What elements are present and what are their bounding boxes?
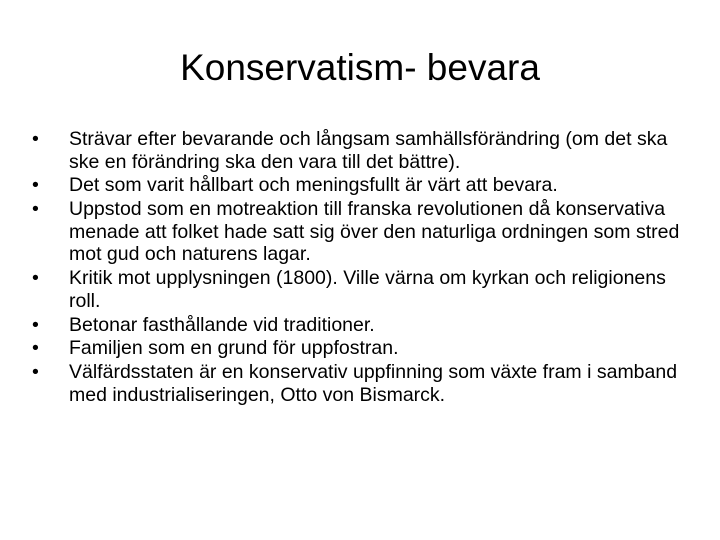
bullet-list	[32, 128, 692, 408]
bullet-icon: •	[32, 198, 39, 221]
bullet-text: Strävar efter bevarande och långsam samhällsförändring (om det ska ske en förändring ska den vara till det bättre).	[69, 128, 668, 173]
bullet-text: Välfärdsstaten är en konservativ uppfinning som växte fram i samband med industrialiseringen, Otto von Bismarck.	[69, 361, 678, 406]
bullet-icon: •	[32, 361, 39, 384]
bullet-text: Det som varit hållbart och meningsfullt är värt att bevara.	[69, 174, 558, 197]
bullet-icon: •	[32, 313, 39, 336]
bullet-text: Betonar fasthållande vid traditioner.	[69, 313, 375, 336]
list-item	[32, 267, 692, 312]
bullet-icon: •	[32, 128, 39, 150]
list-item	[32, 198, 692, 266]
list-item	[32, 361, 692, 406]
list-item	[32, 128, 692, 173]
list-item	[32, 337, 692, 360]
slide-title: Konservatism- bevara	[180, 47, 540, 88]
bullet-text: Familjen som en grund för uppfostran.	[69, 337, 399, 360]
list-item	[32, 314, 692, 337]
bullet-text: Uppstod som en motreaktion till franska revolutionen då konservativa menade att folket hade satt sig över den naturliga ordningen som stred mot gud och naturens lagar.	[69, 198, 680, 266]
bullet-icon: •	[32, 337, 39, 360]
bullet-icon: •	[32, 267, 39, 290]
bullet-text: Kritik mot upplysningen (1800). Ville värna om kyrkan och religionens roll.	[69, 267, 666, 312]
list-item	[32, 174, 692, 197]
bullet-icon: •	[32, 174, 39, 197]
